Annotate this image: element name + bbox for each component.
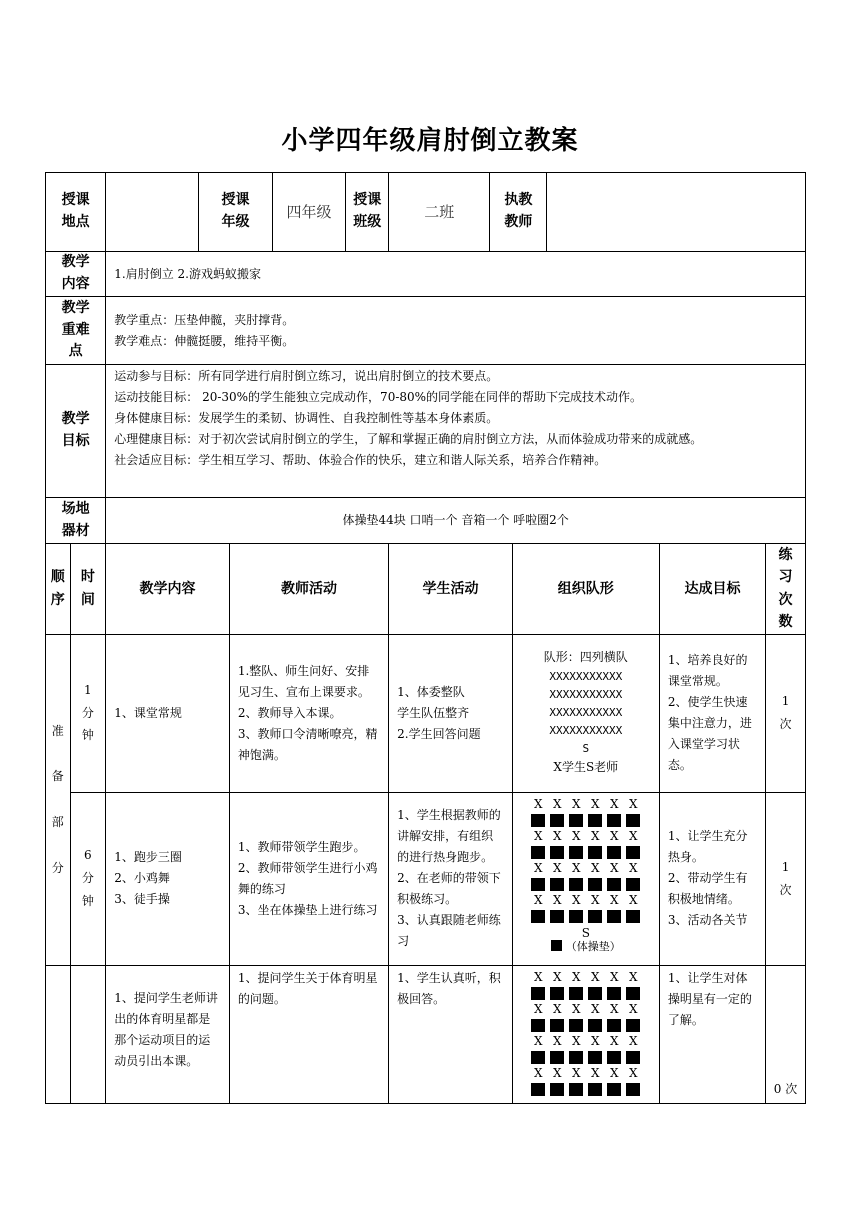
mat-square: [607, 1019, 621, 1032]
mat-square: [626, 1083, 640, 1096]
header-student: 学生活动: [389, 544, 513, 635]
equipment-value: 体操垫44块 口哨一个 音箱一个 呼啦圈2个: [106, 498, 806, 544]
row-teacher: 1、教师带领学生跑步。 2、教师带领学生进行小鸡舞的练习 3、坐在体操垫上进行练习: [229, 792, 388, 965]
student-mark: X: [572, 1001, 581, 1016]
student-mark: X: [629, 1001, 638, 1016]
mat-square: [569, 987, 583, 1000]
student-mark: X: [534, 969, 543, 984]
mat-row: [513, 814, 659, 827]
student-mark: X: [591, 828, 600, 843]
mat-square: [531, 910, 545, 923]
student-mark: X: [553, 1033, 562, 1048]
mat-grid-a: [513, 798, 659, 923]
header-time: 时 间: [70, 544, 106, 635]
mat-square: [569, 1083, 583, 1096]
student-mark: X: [534, 828, 543, 843]
key-points-text: [106, 297, 806, 365]
student-mark: X: [572, 860, 581, 875]
mat-square: [550, 878, 564, 891]
mat-square: [588, 910, 602, 923]
mat-square: [626, 1051, 640, 1064]
student-mark: X: [591, 796, 600, 811]
student-mark: X: [591, 892, 600, 907]
mat-square: [588, 1083, 602, 1096]
student-mark: X: [534, 1033, 543, 1048]
header-count: 练 习 次 数: [766, 544, 806, 635]
mat-row: [513, 910, 659, 923]
mat-row: [513, 846, 659, 859]
header-content: 教学内容: [106, 544, 230, 635]
student-row: [513, 798, 659, 811]
mat-square: [588, 1051, 602, 1064]
teacher-label: 执教 教师: [490, 173, 547, 252]
content-value: 1.肩肘倒立 2.游戏蚂蚁搬家: [106, 252, 806, 297]
mat-grid-b: [513, 971, 659, 1096]
student-mark: X: [534, 1001, 543, 1016]
mat-square: [569, 846, 583, 859]
mat-square: [531, 814, 545, 827]
mat-square: [550, 910, 564, 923]
mat-square: [588, 987, 602, 1000]
objectives-text: [106, 365, 806, 498]
objectives-label: 教学 目标: [46, 365, 106, 498]
student-mark: X: [534, 1065, 543, 1080]
mat-square: [588, 878, 602, 891]
student-mark: X: [610, 969, 619, 984]
mat-square: [626, 814, 640, 827]
row-count: 0 次: [766, 965, 806, 1103]
mat-square: [626, 878, 640, 891]
row-goal: 1、让学生对体操明星有一定的了解。: [659, 965, 765, 1103]
student-row: [513, 894, 659, 907]
mat-square: [588, 846, 602, 859]
student-mark: X: [534, 892, 543, 907]
mat-square: [626, 1019, 640, 1032]
mat-row: [513, 1051, 659, 1064]
mat-row: [513, 1019, 659, 1032]
mat-square: [626, 846, 640, 859]
formation-line: S: [582, 742, 590, 756]
student-row: [513, 971, 659, 984]
grade-label: 授课 年级: [199, 173, 273, 252]
header-order: 顺 序: [46, 544, 71, 635]
student-mark: X: [610, 1033, 619, 1048]
row-content: 1、提问学生老师讲出的体育明星都是那个运动项目的运动员引出本课。: [106, 965, 230, 1103]
row-teacher: 1、提问学生关于体育明星的问题。: [229, 965, 388, 1103]
student-mark: X: [591, 1033, 600, 1048]
student-mark: X: [591, 1065, 600, 1080]
student-row: [513, 830, 659, 843]
student-mark: X: [553, 860, 562, 875]
student-mark: X: [553, 796, 562, 811]
student-mark: X: [553, 892, 562, 907]
mat-square: [531, 846, 545, 859]
row-student: 1、学生认真听，积极回答。: [389, 965, 513, 1103]
row-student: 1、学生根据教师的讲解安排，有组织的进行热身跑步。 2、在老师的带领下积极练习。 3、认真跟随老师练习: [389, 792, 513, 965]
mat-square: [569, 1051, 583, 1064]
student-mark: X: [572, 1065, 581, 1080]
student-row: [513, 1067, 659, 1080]
mat-square: [626, 910, 640, 923]
objective-line: 心理健康目标：对于初次尝试肩肘倒立的学生，了解和掌握正确的肩肘倒立方法，从而体验成功带来的成就感。: [114, 432, 703, 446]
mat-square: [607, 846, 621, 859]
student-mark: X: [629, 1065, 638, 1080]
mat-square: [607, 814, 621, 827]
mat-row: [513, 987, 659, 1000]
student-mark: X: [629, 828, 638, 843]
class-value: 二班: [389, 173, 490, 252]
section-label: 准 备 部 分: [46, 634, 71, 965]
mat-row: [513, 1083, 659, 1096]
objective-line: 运动技能目标： 20-30%的学生能独立完成动作，70-80%的同学能在同伴的帮助下完成技术动作。: [114, 390, 643, 404]
mat-square-icon: [551, 940, 562, 951]
row-time: 6 分 钟: [70, 792, 106, 965]
mat-square: [531, 878, 545, 891]
student-mark: X: [629, 969, 638, 984]
student-mark: X: [553, 1065, 562, 1080]
teacher-value: [547, 173, 806, 252]
student-mark: X: [610, 796, 619, 811]
mat-legend: [513, 940, 659, 953]
student-mark: X: [610, 860, 619, 875]
mat-square: [607, 1051, 621, 1064]
mat-square: [588, 1019, 602, 1032]
mat-square: [550, 987, 564, 1000]
row-count: 1 次: [766, 792, 806, 965]
content-label: 教学 内容: [46, 252, 106, 297]
student-mark: X: [572, 892, 581, 907]
mat-square: [569, 1019, 583, 1032]
mat-square: [531, 1083, 545, 1096]
student-mark: X: [553, 969, 562, 984]
location-label: 授课 地点: [46, 173, 106, 252]
student-mark: X: [553, 828, 562, 843]
header-teacher: 教师活动: [229, 544, 388, 635]
row-content: 1、课堂常规: [106, 634, 230, 792]
formation-line: XXXXXXXXXXX: [549, 724, 623, 738]
student-mark: X: [572, 969, 581, 984]
mat-square: [569, 878, 583, 891]
student-mark: X: [629, 796, 638, 811]
mat-square: [588, 814, 602, 827]
mat-square: [550, 1083, 564, 1096]
student-row: [513, 1035, 659, 1048]
student-mark: X: [572, 828, 581, 843]
mat-square: [607, 987, 621, 1000]
student-mark: X: [591, 969, 600, 984]
student-mark: X: [572, 1033, 581, 1048]
formation-line: XXXXXXXXXXX: [549, 705, 623, 719]
student-mark: X: [610, 892, 619, 907]
key-point-line: 教学重点：压垫伸髋，夹肘撑背。: [114, 312, 295, 327]
row-teacher: 1.整队、师生问好、安排见习生、宣布上课要求。 2、教师导入本课。 3、教师口令清晰嘹亮，精神饱满。: [229, 634, 388, 792]
mat-square: [531, 1019, 545, 1032]
formation-diagram: [512, 634, 659, 792]
row-goal: 1、让学生充分热身。 2、带动学生有积极地情绪。 3、活动各关节: [659, 792, 765, 965]
key-points-label: 教学 重难 点: [46, 297, 106, 365]
formation-line: X学生S老师: [553, 760, 619, 775]
class-label: 授课 班级: [346, 173, 389, 252]
row-goal: 1、培养良好的课堂常规。 2、使学生快速集中注意力，进入课堂学习状态。: [659, 634, 765, 792]
student-mark: X: [534, 796, 543, 811]
mat-square: [531, 987, 545, 1000]
mat-square: [569, 910, 583, 923]
student-mark: X: [629, 1033, 638, 1048]
student-mark: X: [572, 796, 581, 811]
student-mark: X: [534, 860, 543, 875]
mat-square: [607, 910, 621, 923]
student-mark: X: [591, 1001, 600, 1016]
mat-formation: [512, 792, 659, 965]
header-goal: 达成目标: [659, 544, 765, 635]
section-cell-empty: [46, 965, 71, 1103]
mat-square: [626, 987, 640, 1000]
objective-line: 运动参与目标：所有同学进行肩肘倒立练习，说出肩肘倒立的技术要点。: [114, 369, 499, 383]
mat-formation: [512, 965, 659, 1103]
student-mark: X: [610, 828, 619, 843]
mat-square: [550, 846, 564, 859]
student-mark: X: [610, 1001, 619, 1016]
student-row: [513, 1003, 659, 1016]
mat-square: [607, 878, 621, 891]
formation-line: XXXXXXXXXXX: [549, 669, 623, 683]
student-mark: X: [591, 860, 600, 875]
grade-value: 四年级: [272, 173, 346, 252]
mat-square: [607, 1083, 621, 1096]
mat-row: [513, 878, 659, 891]
formation-line: XXXXXXXXXXX: [549, 687, 623, 701]
objective-line: 身体健康目标：发展学生的柔韧、协调性、自我控制性等基本身体素质。: [114, 411, 499, 425]
row-time: 1 分 钟: [70, 634, 106, 792]
mat-legend-text: （体操垫）: [565, 939, 621, 953]
row-time: [70, 965, 106, 1103]
student-mark: X: [629, 860, 638, 875]
page-title: 小学四年级肩肘倒立教案: [281, 126, 579, 156]
mat-square: [550, 1051, 564, 1064]
student-mark: X: [629, 892, 638, 907]
mat-square: [531, 1051, 545, 1064]
mat-square: [550, 1019, 564, 1032]
row-student: 1、体委整队 学生队伍整齐 2.学生回答问题: [389, 634, 513, 792]
student-mark: X: [553, 1001, 562, 1016]
teacher-mark: S: [581, 925, 590, 940]
row-count: 1 次: [766, 634, 806, 792]
key-point-line: 教学难点：伸髋挺腰，维持平衡。: [114, 333, 295, 348]
objective-line: 社会适应目标：学生相互学习、帮助、体验合作的快乐，建立和谐人际关系，培养合作精神。: [114, 453, 607, 467]
row-content: 1、跑步三圈 2、小鸡舞 3、徒手操: [106, 792, 230, 965]
mat-square: [550, 814, 564, 827]
location-value: [106, 173, 199, 252]
equipment-label: 场地 器材: [46, 498, 106, 544]
lesson-plan-table: [45, 172, 806, 1104]
formation-line: 队形：四列横队: [543, 649, 628, 664]
student-row: [513, 862, 659, 875]
student-mark: X: [610, 1065, 619, 1080]
header-formation: 组织队形: [512, 544, 659, 635]
mat-square: [569, 814, 583, 827]
